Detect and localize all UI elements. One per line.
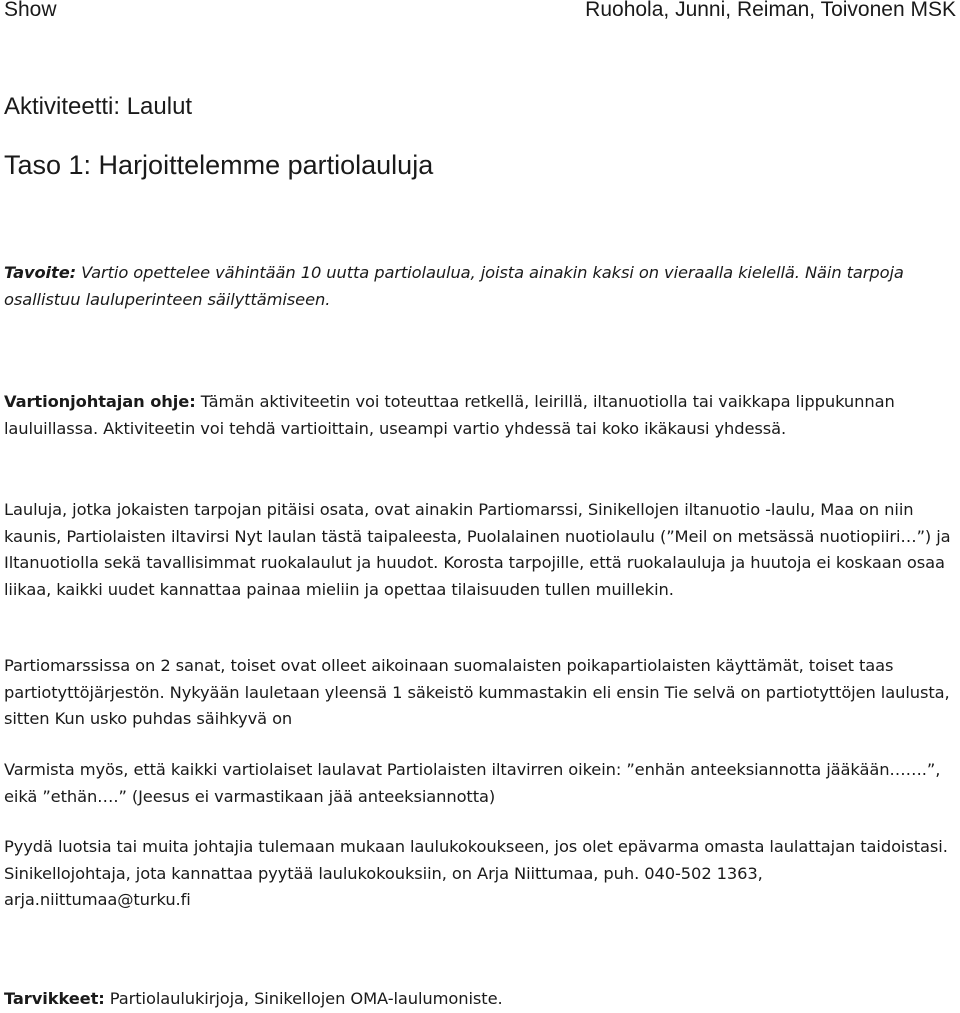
level-title: Taso 1: Harjoittelemme partiolauluja bbox=[4, 150, 434, 180]
activity-title: Aktiviteetti: Laulut bbox=[4, 93, 193, 120]
supplies-text: Partiolaulukirjoja, Sinikellojen OMA-laulumoniste. bbox=[104, 989, 503, 1008]
leader-note-paragraph bbox=[4, 389, 954, 442]
leader-note-label: Vartionjohtajan ohje: bbox=[4, 392, 196, 411]
partiomarssi-paragraph: Partiomarssissa on 2 sanat, toiset ovat olleet aikoinaan suomalaisten poikapartiolaisten käyttämät, toiset taas partiotyttöjärjestön. Nykyään lauletaan yleensä 1 säkeistö kummastakin eli ensin Tie selvä on partiotyttöjen laulusta, sitten Kun usko puhdas säihkyvä on bbox=[4, 656, 950, 728]
supplies-label: Tarvikkeet: bbox=[4, 989, 105, 1008]
songs-paragraph: Lauluja, jotka jokaisten tarpojan pitäisi osata, ovat ainakin Partiomarssi, Sinikellojen iltanuotio -laulu, Maa on niin kaunis, Partiolaisten iltavirsi Nyt laulan tästä taipaleesta, Puolalainen nuotiolaulu (”Meil on metsässä nuotiopiiri…”) ja Iltanuotiolla sekä tavallisimmat ruokalaulut ja huudot. Korosta tarpojille, että ruokalauluja ja huutoja ei koskaan osaa liikaa, kaikki uudet kannattaa painaa mieliin ja opettaa tilaisuuden tullen muillekin. bbox=[4, 500, 951, 599]
goal-paragraph bbox=[4, 260, 954, 313]
leader-note-text: Tämän aktiviteetin voi toteuttaa retkellä, leirillä, iltanuotiolla tai vaikkapa lippukunnan lauluillassa. Aktiviteetin voi tehdä vartioittain, useampi vartio yhdessä tai koko ikäkausi yhdessä. bbox=[4, 392, 895, 438]
goal-text: Vartio opettelee vähintään 10 uutta partiolaulua, joista ainakin kaksi on vieraalla kielellä. Näin tarpoja osallistuu lauluperinteen säilyttämiseen. bbox=[4, 263, 904, 309]
header-authors: Ruohola, Junni, Reiman, Toivonen MSK bbox=[585, 0, 956, 21]
leaders-paragraph: Pyydä luotsia tai muita johtajia tulemaan mukaan laulukokoukseen, jos olet epävarma omasta laulattajan taidoistasi. Sinikellojohtaja, jota kannattaa pyytää laulukokouksiin, on Arja Niittumaa, puh. 040-502 1363, arja.niittumaa@turku.fi bbox=[4, 837, 948, 909]
header-show: Show bbox=[4, 0, 57, 21]
iltavirsi-paragraph: Varmista myös, että kaikki vartiolaiset laulavat Partiolaisten iltavirren oikein: ”enhän anteeksiannotta jääkään…….”, eikä ”ethän….” (Jeesus ei varmastikaan jää anteeksiannotta) bbox=[4, 760, 941, 806]
goal-label: Tavoite: bbox=[4, 263, 77, 282]
supplies-paragraph bbox=[4, 986, 954, 1013]
